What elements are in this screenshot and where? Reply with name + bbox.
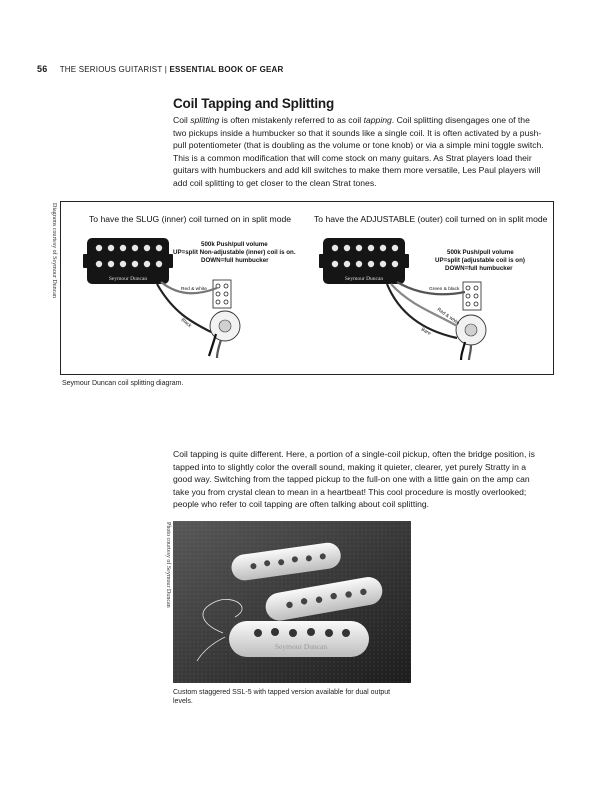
mount-ear: [319, 254, 325, 268]
wiring-diagram: [60, 201, 554, 375]
pickup-brand-logo: Seymour Duncan: [274, 642, 328, 651]
right-pot-line2: UP=split (adjustable coil is on): [435, 257, 525, 264]
paragraph-coil-splitting: [173, 114, 545, 190]
diagram-caption: Seymour Duncan coil splitting diagram.: [62, 380, 184, 387]
emphasis-splitting: splitting: [190, 115, 220, 125]
photo-credit: Photo courtesy of Seymour Duncan: [165, 522, 171, 608]
pickup-photo-svg: [173, 521, 411, 683]
page-number: 56: [37, 64, 48, 74]
right-brand-logo: Seymour Duncan: [344, 276, 384, 282]
left-wire2-label: Black: [179, 317, 192, 330]
right-pot-line3: DOWN=full humbucker: [445, 265, 513, 272]
mount-ear: [83, 254, 89, 268]
right-humbucker: [319, 238, 409, 284]
right-wire3-label: Bare: [420, 327, 432, 337]
right-wire2-label: Red & white: [435, 307, 460, 327]
paragraph-text: is often mistakenly referred to as coil: [219, 115, 364, 125]
wiring-diagram-svg: [61, 202, 553, 374]
series-title: THE SERIOUS GUITARIST |: [59, 65, 167, 74]
page-header: [37, 64, 283, 74]
left-heading: To have the SLUG (inner) coil turned on in split mode: [89, 214, 292, 224]
left-switch-lugs: [213, 280, 231, 308]
mount-ear: [167, 254, 173, 268]
pickup-photo: [173, 521, 411, 683]
diagram-credit: Diagrams courtesy of Seymour Duncan: [51, 203, 57, 298]
pickup-front: [229, 621, 369, 657]
left-pot-line1: 500k Push/pull volume: [201, 241, 268, 248]
paragraph-text: Coil: [173, 115, 191, 125]
emphasis-tapping: tapping: [363, 115, 392, 125]
book-title: ESSENTIAL BOOK OF GEAR: [169, 65, 284, 74]
photo-caption: Custom staggered SSL-5 with tapped version available for dual output levels.: [173, 689, 391, 705]
left-pot-line3: DOWN=full humbucker: [201, 257, 269, 264]
right-switch-lugs: [463, 282, 481, 310]
right-wire1-label: Green & black: [429, 287, 460, 292]
right-pot-line1: 500k Push/pull volume: [447, 249, 514, 256]
paragraph-coil-tapping: Coil tapping is quite different. Here, a portion of a single-coil pickup, often the bridge position, is tapped into to slightly color the overall sound, making it quieter, clearer, yet purely Stratty in a good way. Switching from the tapped pickup to the full-on one with a little gain on the amp can take you from crystal clean to mean in a heartbeat! This cool procedure is mostly overlooked; people who refer to coil tapping are often talking about coil splitting.: [173, 449, 535, 510]
section-title: Coil Tapping and Splitting: [173, 96, 335, 111]
right-heading: To have the ADJUSTABLE (outer) coil turned on in split mode: [314, 214, 548, 224]
mount-ear: [403, 254, 409, 268]
left-humbucker: [83, 238, 173, 284]
paragraph-text: . Coil splitting disengages one of the two pickups inside a humbucker so that it sounds like a single coil. It is often activated by a push-pull potentiometer (that is doubling as the volume or tone knob) or via a simple mini toggle switch. This is a common modification that will come stock on many guitars. As Strat players load their guitars with humbuckers and add kill switches to make them more versatile, Les Paul players will add coil splitting to get closer to the clean Strat tones.: [173, 115, 544, 188]
left-brand-logo: Seymour Duncan: [108, 276, 148, 282]
left-wire1-label: Red & white: [181, 287, 207, 292]
left-pot-line2: UP=split Non-adjustable (inner) coil is on.: [173, 249, 296, 256]
right-pot: [456, 315, 486, 345]
